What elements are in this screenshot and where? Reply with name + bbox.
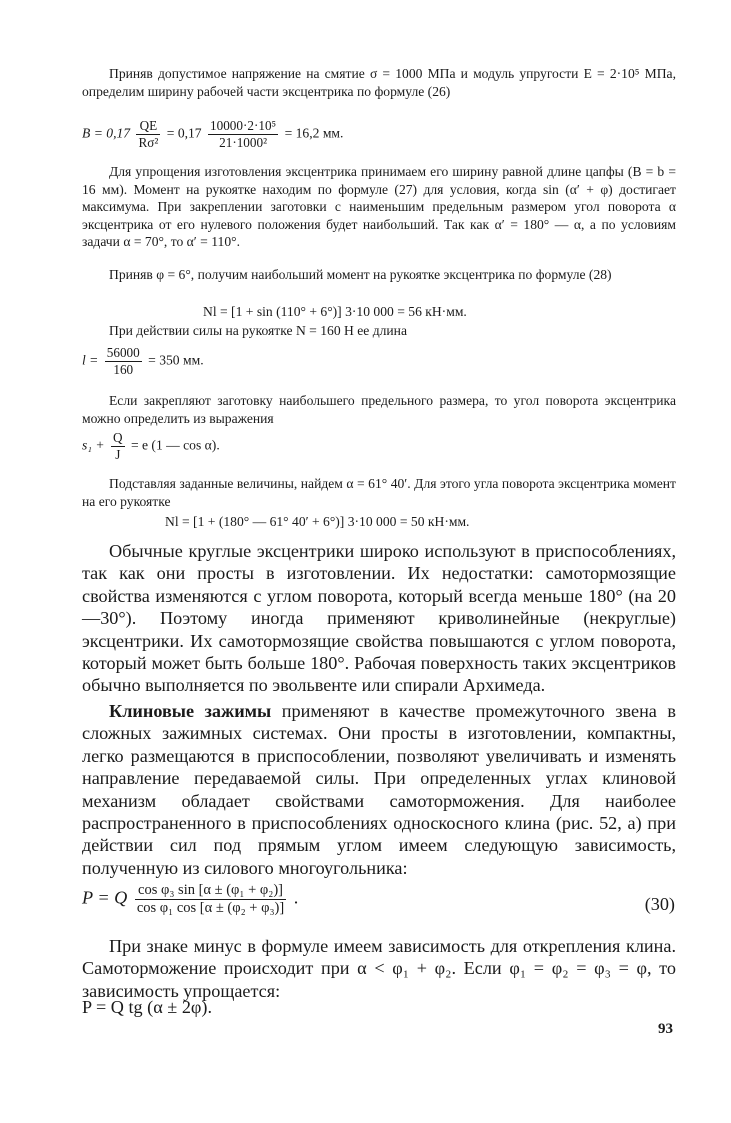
paragraph-3: Приняв φ = 6°, получим наибольший момент на рукоятке эксцентрика по формуле (28) [109, 267, 612, 282]
equation-width-mid: = 0,17 [166, 125, 202, 141]
paragraph-4: При действии силы на рукоятке N = 160 Н ее длина [109, 323, 407, 338]
equation-width-rhs: = 16,2 мм. [284, 125, 344, 141]
fraction-angle-num: Q [113, 430, 123, 445]
fraction-angle [111, 430, 125, 463]
equation-wedge [82, 882, 298, 917]
paragraph-8-text: применяют в качестве промежуточного звена в сложных зажимных системах. Они просты в изготовлении, компактны, легко размещаются в приспособлении, позволяют увеличивать и изменять направление передаваемой силы. При определенных углах клиновой механизм обладает свойствами самоторможения. Для наиболее распространенного в приспособлениях односкосного клина (рис. 52, а) при действии сил под прямым углом имеем следующую зависимость, полученную из силового многоугольника: [82, 701, 676, 878]
equation-length [82, 345, 204, 378]
fraction-wedge-den: cos φ₁ cos [α ± (φ₂ + φ₃)] [136, 900, 285, 916]
fraction-qe-num: QE [136, 118, 160, 135]
fraction-length [105, 345, 142, 378]
paragraph-2: Для упрощения изготовления эксцентрика принимаем его ширину равной длине цапфы (B = b = 16 мм). Момент на рукоятке находим по формуле (27) для условия, когда sin (α′ + φ) достигает максимума. При закреплении заготовки с наименьшим предельным размером угол поворота α эксцентрика от его нулевого положения будет наибольший. Так как α′ = 180° — α, а по условиям задачи α = 70°, то α′ = 110°. [82, 164, 676, 249]
equation-angle-rhs: = e (1 — cos α). [130, 437, 220, 453]
fraction-length-den: 160 [113, 362, 134, 377]
paragraph-8 [82, 700, 676, 879]
equation-length-lhs: l = [82, 352, 99, 368]
equation-simplified: P = Q tg (α ± 2φ). [82, 997, 213, 1017]
equation-moment-min: Nl = [1 + (180° — 61° 40′ + 6°)] 3·10 000 = 50 кН·мм. [165, 514, 470, 529]
fraction-numeric [208, 118, 278, 151]
paragraph-5: Если закрепляют заготовку наибольшего предельного размера, то угол поворота эксцентрика можно определить из выражения [82, 393, 676, 426]
equation-wedge-lhs: P = Q [82, 887, 128, 908]
fraction-length-num: 56000 [106, 345, 140, 360]
fraction-wedge [135, 882, 286, 917]
equation-number: (30) [644, 894, 675, 914]
paragraph-7: Обычные круглые эксцентрики широко используют в приспособлениях, так как они просты в изготовлении. Их недостатки: самотормозящие свойства изменяются с углом поворота, который всегда меньше 180° (на 20—30°). Поэтому иногда применяют криволинейные (некруглые) эксцентрики. Их самотормозящие свойства повышаются с углом поворота, который может быть больше 180°. Рабочая поверхность таких эксцентриков обычно выполняется по эвольвенте или спирали Архимеда. [82, 541, 676, 696]
page-number: 93 [658, 1021, 673, 1037]
equation-width [82, 118, 343, 151]
paragraph-6: Подставляя заданные величины, найдем α = 61° 40′. Для этого угла поворота эксцентрика момент на его рукоятке [82, 476, 676, 509]
fraction-numeric-num: 10000·2·10⁵ [210, 118, 277, 133]
fraction-wedge-num: cos φ₃ sin [α ± (φ₁ + φ₂)] [135, 882, 286, 900]
term-wedge-clamps: Клиновые зажимы [109, 701, 272, 721]
equation-length-rhs: = 350 мм. [148, 352, 204, 368]
fraction-qe-den: Rσ² [138, 135, 159, 150]
equation-moment-max: Nl = [1 + sin (110° + 6°)] 3·10 000 = 56 кН·мм. [203, 304, 467, 319]
fraction-angle-den: J [115, 447, 121, 462]
equation-wedge-rhs: . [293, 887, 299, 908]
equation-width-lhs: B = 0,17 [82, 125, 131, 141]
fraction-numeric-den: 21·1000² [219, 135, 268, 150]
fraction-qe [136, 118, 160, 151]
paragraph-1: Приняв допустимое напряжение на смятие σ = 1000 МПа и модуль упругости E = 2·10⁵ МПа, определим ширину рабочей части эксцентрика по формуле (26) [82, 66, 676, 99]
equation-angle-lhs: s₁ + [82, 437, 105, 453]
equation-angle [82, 430, 220, 463]
paragraph-9: При знаке минус в формуле имеем зависимость для открепления клина. Самоторможение происходит при α < φ₁ + φ₂. Если φ₁ = φ₂ = φ₃ = φ, то зависимость упрощается: [82, 936, 676, 1001]
